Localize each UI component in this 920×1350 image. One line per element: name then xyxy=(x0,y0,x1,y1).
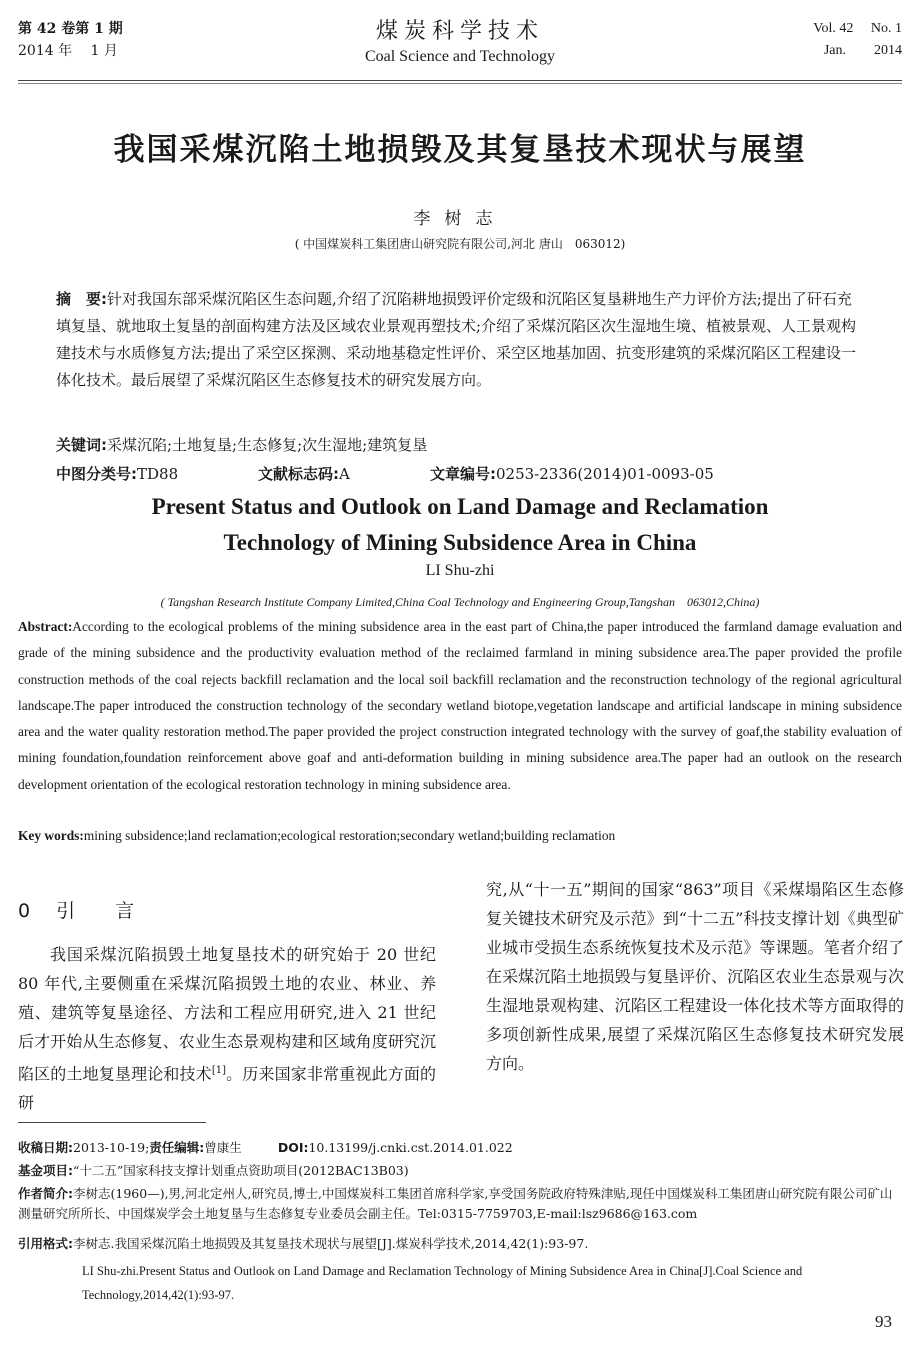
citation-ref: [1] xyxy=(211,1065,226,1076)
keywords-en xyxy=(18,824,902,848)
section-heading xyxy=(18,894,436,928)
article-number-label: 文章编号: xyxy=(430,465,496,483)
doc-code-label: 文献标志码: xyxy=(258,465,339,483)
volume-issue-cn: 第 42 卷第 1 期 xyxy=(18,21,123,37)
article-title-en xyxy=(0,489,920,561)
header-rule-top xyxy=(18,80,902,81)
volume-issue-en: Vol. 42 No. 1 xyxy=(813,21,902,36)
section-number: 0 xyxy=(18,900,31,922)
cite-cn: 李树志.我国采煤沉陷土地损毁及其复垦技术现状与展望[J].煤炭科学技术,2014,42(1):93-97. xyxy=(73,1236,589,1251)
footnote-cite xyxy=(18,1234,902,1254)
header-rule-bottom xyxy=(18,83,902,84)
doc-code xyxy=(258,462,350,486)
date-cn: 2014 年 1 月 xyxy=(18,43,118,59)
editor-name: 曾康生 xyxy=(204,1140,242,1155)
intro-text-left-tail: 。历来国家非常重视此方面的研 xyxy=(18,1064,436,1113)
body-column-left xyxy=(18,894,436,1117)
footnote-cite-en: LI Shu-zhi.Present Status and Outlook on Land Damage and Reclamation Technology of Mining Subsidence Area in China[J].Coal Science and Technology,2014,42(1):93-97. xyxy=(82,1264,803,1302)
abstract-cn-label: 摘 要: xyxy=(56,290,107,308)
bio-label: 作者简介: xyxy=(18,1186,73,1201)
journal-name-en: Coal Science and Technology xyxy=(364,48,556,65)
fund-text: “十二五”国家科技支撑计划重点资助项目(2012BAC13B03) xyxy=(73,1163,409,1178)
footnote-rule xyxy=(18,1122,206,1123)
keywords-cn xyxy=(56,433,864,457)
received-label: 收稿日期: xyxy=(18,1140,73,1155)
section-title: 引言 xyxy=(56,900,175,922)
bio-text: 李树志(1960—),男,河北定州人,研究员,博士,中国煤炭科工集团首席科学家,享受国务院政府特殊津贴,现任中国煤炭科工集团唐山研究院有限公司矿山测量研究所所长、中国煤炭学会土地复垦与生态修复专业委员会副主任。Tel:0315-7759703,E-mail:lsz9686@163.com xyxy=(18,1186,893,1221)
footnote-bio xyxy=(18,1184,902,1224)
running-header xyxy=(18,18,902,78)
doc-code-value: A xyxy=(339,465,350,483)
intro-paragraph-right: 究,从“十一五”期间的国家“863”项目《采煤塌陷区生态修复关键技术研究及示范》到“十二五”科技支撑计划《典型矿业城市受损生态系统恢复技术及示范》等课题。笔者介绍了在采煤沉陷土地损毁与复垦评价、沉陷区农业生态景观与次生湿地景观构建、沉陷区工程建设一体化技术等方面取得的多项创新性成果,展望了采煤沉陷区生态修复技术研究发展方向。 xyxy=(486,880,904,1073)
header-right xyxy=(813,18,902,62)
date-en: Jan. 2014 xyxy=(823,43,902,58)
clc-label: 中图分类号: xyxy=(56,465,137,483)
article-number-value: 0253-2336(2014)01-0093-05 xyxy=(496,465,714,483)
article-number xyxy=(430,462,714,486)
page-number: 93 xyxy=(875,1312,892,1331)
clc-number xyxy=(56,462,178,486)
title-en-line2: Technology of Mining Subsidence Area in China xyxy=(223,530,697,555)
keywords-cn-text: 采煤沉陷;土地复垦;生态修复;次生湿地;建筑复垦 xyxy=(107,436,428,454)
article-title-cn: 我国采煤沉陷土地损毁及其复垦技术现状与展望 xyxy=(113,132,807,168)
journal-name-cn: 煤炭科学技术 xyxy=(375,19,544,44)
author-cn: 李树志 xyxy=(413,209,507,229)
fund-label: 基金项目: xyxy=(18,1163,73,1178)
received-date: 2013-10-19; xyxy=(73,1140,150,1155)
keywords-en-text: mining subsidence;land reclamation;ecological restoration;secondary wetland;building reclamation xyxy=(83,828,616,843)
keywords-en-label: Key words: xyxy=(18,828,84,843)
clc-value: TD88 xyxy=(137,465,179,483)
intro-paragraph-left xyxy=(18,940,436,1117)
title-en-line1: Present Status and Outlook on Land Damage and Reclamation xyxy=(151,494,769,519)
keywords-cn-label: 关键词: xyxy=(56,436,107,454)
abstract-cn-text: 针对我国东部采煤沉陷区生态问题,介绍了沉陷耕地损毁评价定级和沉陷区复垦耕地生产力评价方法;提出了矸石充填复垦、就地取土复垦的剖面构建方法及区域农业景观再塑技术;介绍了采煤沉陷区次生湿地生境、植被景观、人工景观构建技术与水质修复方法;提出了采空区探测、采动地基稳定性评价、采空区地基加固、抗变形建筑的采煤沉陷区工程建设一体化技术。最后展望了采煤沉陷区生态修复技术的研究发展方向。 xyxy=(56,290,857,389)
footnote-received xyxy=(18,1138,902,1158)
abstract-cn xyxy=(56,286,864,394)
cite-label: 引用格式: xyxy=(18,1236,73,1251)
intro-text-left: 我国采煤沉陷损毁土地复垦技术的研究始于 20 世纪 80 年代,主要侧重在采煤沉陷损毁土地的农业、林业、养殖、建筑等复垦途径、方法和工程应用研究,进入 21 世纪后才开始从生态修复、农业生态景观构建和区域角度研究沉陷区的土地复垦理论和技术 xyxy=(18,945,436,1084)
editor-label: 责任编辑: xyxy=(149,1140,205,1155)
body-column-right xyxy=(486,875,904,1078)
author-en: LI Shu-zhi xyxy=(425,562,495,579)
header-center xyxy=(18,18,902,68)
affiliation-en: ( Tangshan Research Institute Company Limited,China Coal Technology and Engineering Group,Tangshan 063012,China) xyxy=(160,595,760,609)
doi-value: 10.13199/j.cnki.cst.2014.01.022 xyxy=(308,1140,513,1155)
affiliation-cn: ( 中国煤炭科工集团唐山研究院有限公司,河北 唐山 063012) xyxy=(294,237,626,251)
abstract-en-text: According to the ecological problems of the mining subsidence area in the east part of China,the paper introduced the farmland damage evaluation and grade of the mining subsidence and the productivity evaluation method of the reclaimed farmland in mining subsidence area.The paper provided the profile construction methods of the coal rejects backfill reclamation and the local soil backfill reclamation and the reconstruction technology of the regional agricultural landscape.The paper introduced the construction technology of the secondary wetland biotope,vegetation landscape and artificial landscape in mining subsidence area and the water quality restoration method.The paper provided the project construction integrated technology with the survey of goaf,the stability evaluation of mining foundation,foundation reinforcement above goaf and anti-deformation building in mining subsidence area.The paper had an outlook on the research development orientation of the ecological restoration technology in mining subsidence area. xyxy=(18,619,902,792)
abstract-en xyxy=(18,614,902,798)
abstract-en-label: Abstract: xyxy=(18,619,73,634)
doi-label: DOI: xyxy=(277,1140,309,1155)
footnote-fund xyxy=(18,1161,902,1181)
